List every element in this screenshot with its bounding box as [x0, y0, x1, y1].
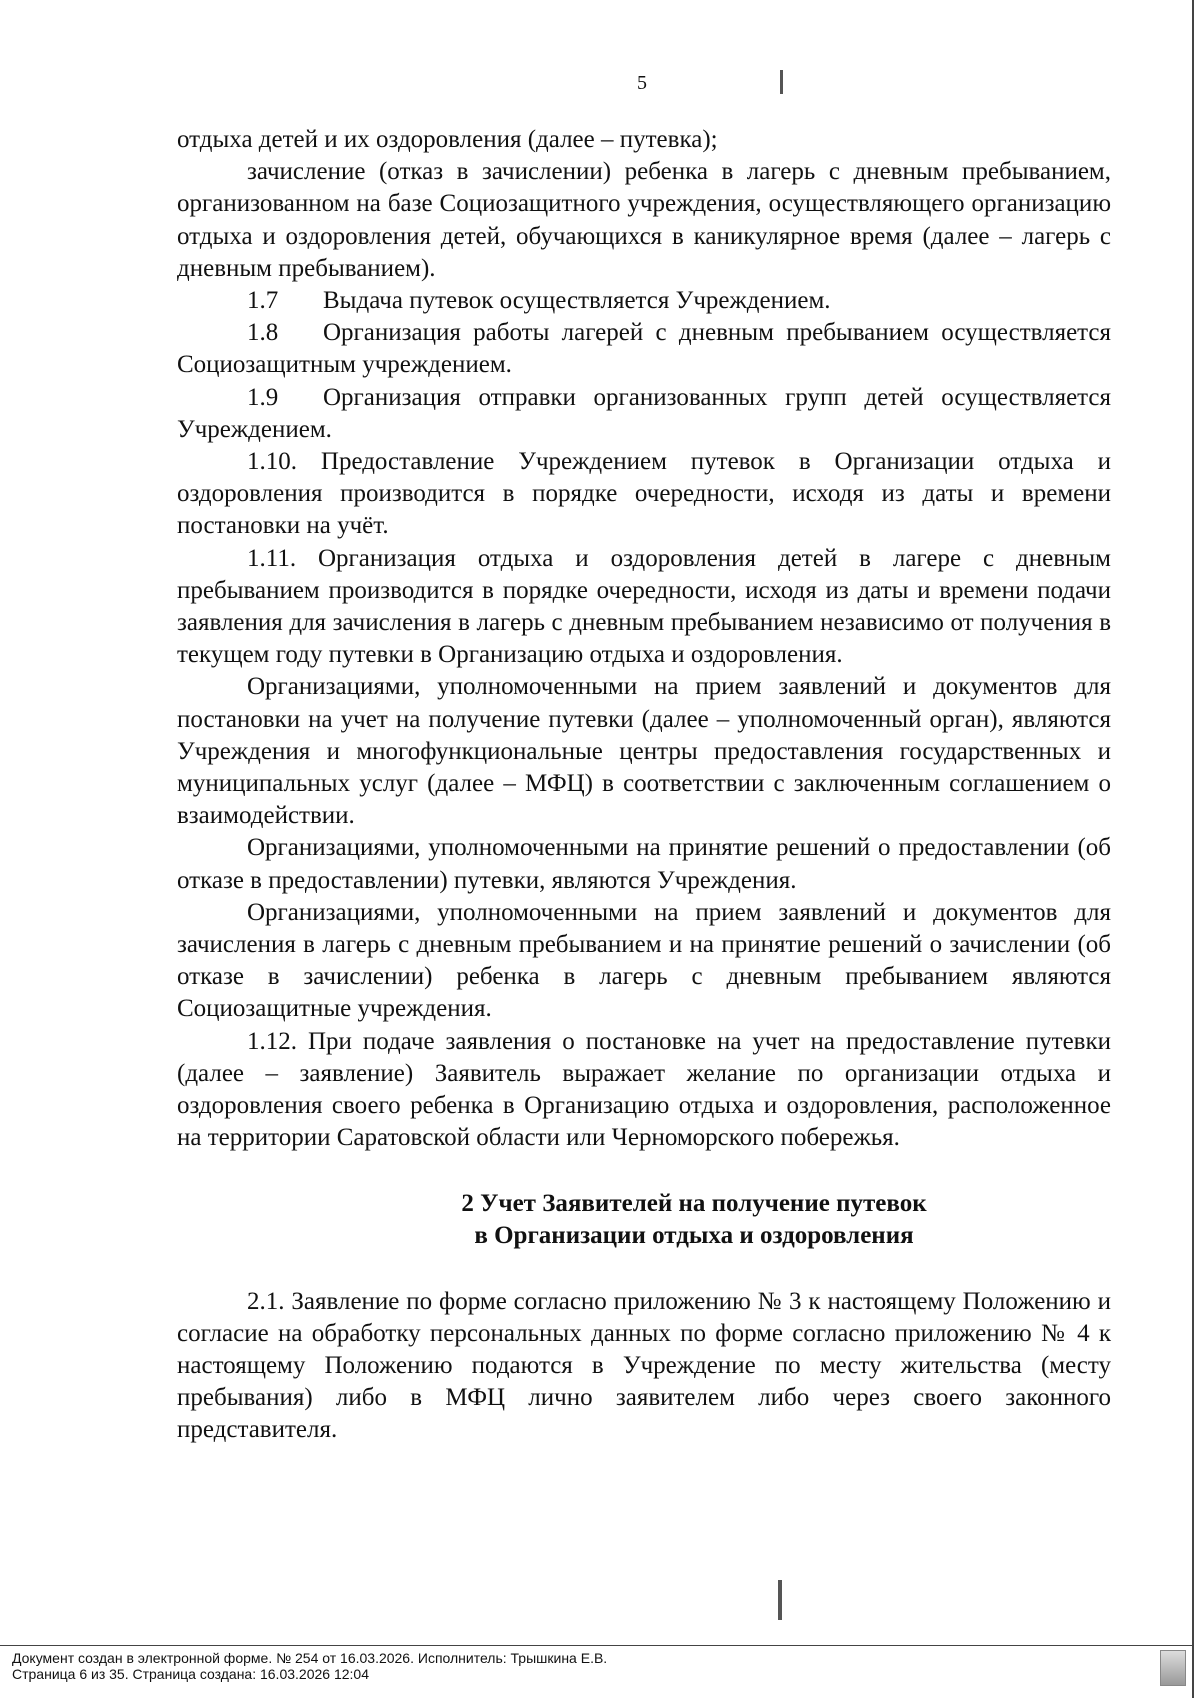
paragraph: [177, 156, 1111, 285]
paragraph-list: [177, 124, 1111, 1155]
paragraph-text: 1.12. При подаче заявления о постановке на учет на предоставление путевки (далее – заявление) Заявитель выражает желание по организации отдыха и оздоровления своего ребенка в Организацию отдыха и оздоровления, расположенное на территории Саратовской области или Черноморского побережья.: [177, 1027, 1111, 1152]
paragraph: [177, 317, 1111, 381]
section-heading: [177, 1188, 1111, 1252]
scan-edge-line: [1192, 0, 1194, 1698]
paragraph: [177, 446, 1111, 543]
paragraph-text: 1.11. Организация отдыха и оздоровления детей в лагере с дневным пребыванием производится в порядке очередности, исходя из даты и времени подачи заявления для зачисления в лагерь с дневным пребыванием независимо от получения в текущем году путевки в Организацию отдыха и оздоровления.: [177, 544, 1111, 669]
document-footer: [0, 1645, 1194, 1699]
paragraph-text: отдыха детей и их оздоровления (далее – путевка);: [177, 126, 718, 153]
paragraph-text: Выдача путевок осуществляется Учреждением.: [323, 287, 831, 315]
paragraph-text: Организациями, уполномоченными на прием заявлений и документов для зачисления в лагерь с дневным пребыванием и на принятие решений о зачислении (об отказе в зачислении) ребенка в лагерь с дневным пребыванием являются Социозащитные учреждения.: [177, 898, 1111, 1023]
paragraph: [177, 671, 1111, 832]
paragraph: [177, 1026, 1111, 1155]
seal-icon: [1160, 1650, 1186, 1686]
paragraph: [177, 543, 1111, 672]
paragraph-text: Организациями, уполномоченными на прием заявлений и документов для постановки на учет на получение путевки (далее – уполномоченный орган), являются Учреждения и многофункциональные центры предоставления государственных и муниципальных услуг (далее – МФЦ) в соответствии с заключенным соглашением о взаимодействии.: [177, 673, 1111, 830]
paragraph: [177, 832, 1111, 896]
paragraph-number: 1.9: [247, 383, 279, 411]
paragraph-number: 1.8: [247, 319, 279, 347]
paragraph-number: 1.7: [247, 287, 279, 315]
section-heading-line2: в Организации отдыха и оздоровления: [474, 1221, 914, 1249]
paragraph-text: Организация отправки организованных групп детей осуществляется Учреждением.: [177, 383, 1111, 443]
paragraph: [177, 1286, 1111, 1447]
page-number: 5: [637, 72, 647, 94]
paragraph-text: 1.10. Предоставление Учреждением путевок в Организации отдыха и оздоровления производится в порядке очередности, исходя из даты и времени постановки на учёт.: [177, 448, 1111, 540]
scan-artifact: [780, 70, 783, 94]
document-body: [177, 124, 1111, 1447]
paragraph: [177, 382, 1111, 446]
scan-artifact: [778, 1580, 782, 1620]
paragraph-text: 2.1. Заявление по форме согласно приложению № 3 к настоящему Положению и согласие на обработку персональных данных по форме согласно приложению № 4 к настоящему Положению подаются в Учреждение по месту жительства (месту пребывания) либо в МФЦ лично заявителем либо через своего законного представителя.: [177, 1287, 1111, 1444]
section-heading-line1: 2 Учет Заявителей на получение путевок: [461, 1189, 927, 1217]
paragraph-text: зачисление (отказ в зачислении) ребенка в лагерь с дневным пребыванием, организованном на базе Социозащитного учреждения, осуществляющего организацию отдыха и оздоровления детей, обучающихся в каникулярное время (далее – лагерь с дневным пребыванием).: [177, 158, 1111, 282]
paragraph-text: Организациями, уполномоченными на принятие решений о предоставлении (об отказе в предоставлении) путевки, являются Учреждения.: [177, 834, 1111, 894]
paragraph: [177, 285, 1111, 317]
paragraph-text: Организация работы лагерей с дневным пребыванием осуществляется Социозащитным учреждением.: [177, 319, 1111, 379]
footer-line-2: Страница 6 из 35. Страница создана: 16.03.2026 12:04: [12, 1666, 369, 1682]
paragraph: [177, 124, 1111, 156]
paragraph-list: [177, 1286, 1111, 1447]
paragraph: [177, 897, 1111, 1026]
footer-line-1: Документ создан в электронной форме. № 254 от 16.03.2026. Исполнитель: Трышкина Е.В.: [12, 1650, 608, 1666]
